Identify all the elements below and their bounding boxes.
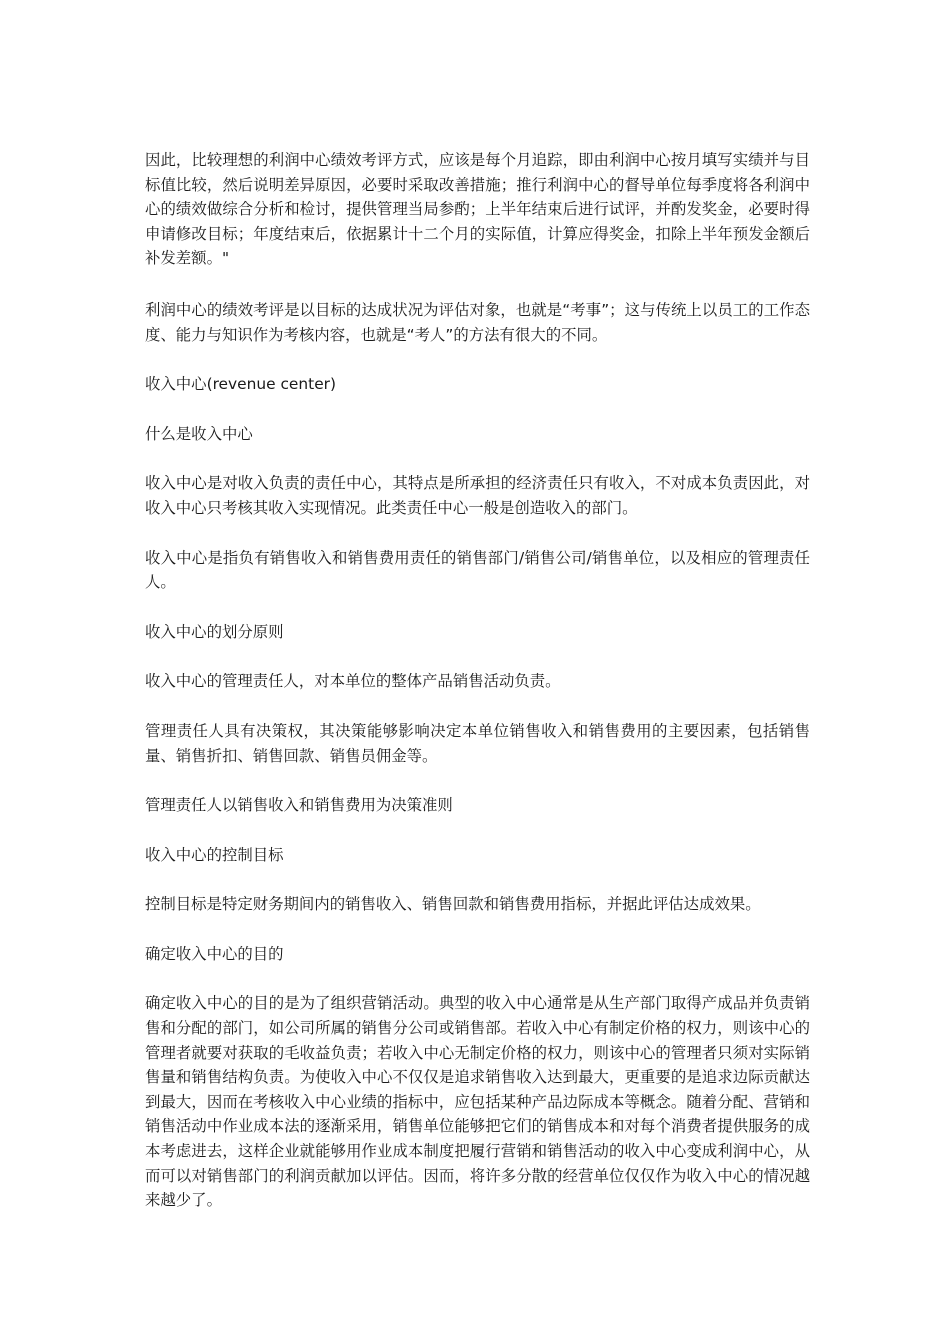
paragraph-manager-responsibility: 收入中心的管理责任人，对本单位的整体产品销售活动负责。 [145,672,561,691]
paragraph-purpose-detail: 确定收入中心的目的是为了组织营销活动。典型的收入中心通常是从生产部门取得产成品并负责销售和分配的部门，如公司所属的销售分公司或销售部。若收入中心有制定价格的权力，则该中心的管理者就要对获取的毛收益负责；若收入中心无制定价格的权力，则该中心的管理者只须对实际销售量和销售结构负责。为使收入中心不仅仅是追求销售收入达到最大，更重要的是追求边际贡献达到最大，因而在考核收入中心业绩的指标中，应包括某种产品边际成本等概念。随着分配、营销和销售活动中作业成本法的逐渐采用，销售单位能够把它们的销售成本和对每个消费者提供服务的成本考虑进去，这样企业就能够用作业成本制度把履行营销和销售活动的收入中心变成利润中心，从而可以对销售部门的利润贡献加以评估。因而，将许多分散的经营单位仅仅作为收入中心的情况越来越少了。 [145,994,810,1210]
paragraph-revenue-center-definition: 收入中心是对收入负责的责任中心，其特点是所承担的经济责任只有收入，不对成本负责因此，对收入中心只考核其收入实现情况。此类责任中心一般是创造收入的部门。 [145,474,810,517]
document-body [145,148,810,1238]
heading-revenue-center: 收入中心(revenue center) [145,375,336,394]
heading-purpose: 确定收入中心的目的 [145,944,284,963]
heading-division-principle: 收入中心的划分原则 [145,622,284,641]
paragraph-evaluation-object: 利润中心的绩效考评是以目标的达成状况为评估对象，也就是“考事”；这与传统上以员工的工作态度、能力与知识作为考核内容，也就是“考人”的方法有很大的不同。 [145,300,810,344]
paragraph-revenue-center-scope: 收入中心是指负有销售收入和销售费用责任的销售部门/销售公司/销售单位，以及相应的管理责任人。 [145,548,810,592]
paragraph-decision-criteria: 管理责任人以销售收入和销售费用为决策准则 [145,796,453,815]
paragraph-control-target-detail: 控制目标是特定财务期间内的销售收入、销售回款和销售费用指标，并据此评估达成效果。 [145,895,761,914]
paragraph-manager-decision-power: 管理责任人具有决策权，其决策能够影响决定本单位销售收入和销售费用的主要因素，包括销售量、销售折扣、销售回款、销售员佣金等。 [145,721,810,765]
paragraph-performance-evaluation-method: 因此，比较理想的利润中心绩效考评方式，应该是每个月追踪，即由利润中心按月填写实绩并与目标值比较，然后说明差异原因，必要时采取改善措施；推行利润中心的督导单位每季度将各利润中心的绩效做综合分析和检讨，提供管理当局参酌；上半年结束后进行试评，并酌发奖金，必要时得申请修改目标；年度结束后，依据累计十二个月的实际值，计算应得奖金，扣除上半年预发金额后补发差额。" [145,151,810,268]
heading-control-target: 收入中心的控制目标 [145,845,284,864]
heading-what-is-revenue-center: 什么是收入中心 [145,424,253,443]
